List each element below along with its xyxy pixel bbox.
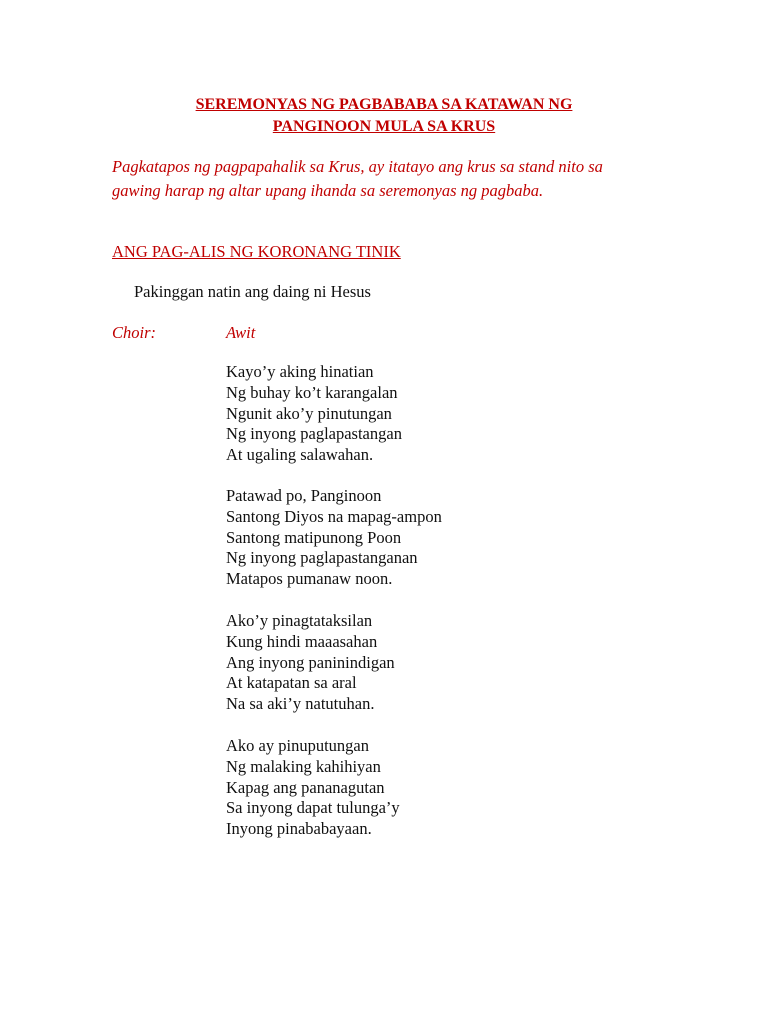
stanza-line: At katapatan sa aral <box>226 673 357 693</box>
stanza-line: Matapos pumanaw noon. <box>226 569 393 589</box>
section-heading: ANG PAG-ALIS NG KORONANG TINIK <box>112 242 401 261</box>
stanza-line: Patawad po, Panginoon <box>226 486 382 505</box>
stanza-line: Ng buhay ko’t karangalan <box>226 382 398 402</box>
stanza-line: Santong Diyos na mapag-ampon <box>226 506 442 526</box>
stanza-line: Kapag ang pananagutan <box>226 777 385 797</box>
stanza-line: Ng malaking kahihiyan <box>226 756 381 776</box>
title-line-1: SEREMONYAS NG PAGBABABA SA KATAWAN NG <box>195 96 573 113</box>
title-line-2: PANGINOON MULA SA KRUS <box>272 118 496 135</box>
instruction-text: Pakinggan natin ang daing ni Hesus <box>134 282 371 301</box>
stanza-3 <box>226 611 395 715</box>
stanza-4 <box>226 736 400 840</box>
intro-line-1: Pagkatapos ng pagpapahalik sa Krus, ay itatayo ang krus sa stand nito sa <box>112 157 603 176</box>
stanza-line: Inyong pinababayaan. <box>226 819 372 839</box>
stanza-line: Ako ay pinuputungan <box>226 736 369 755</box>
choir-label: Choir: <box>112 323 157 342</box>
stanza-line: Ngunit ako’y pinutungan <box>226 403 392 423</box>
choir-song-type: Awit <box>226 323 256 342</box>
intro-paragraph <box>112 155 660 203</box>
stanza-line: Na sa aki’y natutuhan. <box>226 694 375 714</box>
intro-line-2: gawing harap ng altar upang ihanda sa seremonyas ng pagbaba. <box>112 181 544 200</box>
stanza-line: Kayo’y aking hinatian <box>226 362 374 381</box>
stanza-line: Ang inyong paninindigan <box>226 652 395 672</box>
stanza-line: Ng inyong paglapastanganan <box>226 548 418 568</box>
stanza-line: Kung hindi maaasahan <box>226 631 378 651</box>
stanza-line: At ugaling salawahan. <box>226 445 374 465</box>
stanza-line: Sa inyong dapat tulunga’y <box>226 798 400 818</box>
stanza-line: Ng inyong paglapastangan <box>226 424 402 444</box>
stanza-line: Ako’y pinagtataksilan <box>226 611 373 630</box>
stanza-line: Santong matipunong Poon <box>226 527 402 547</box>
document-title <box>0 94 768 138</box>
stanza-2 <box>226 486 442 590</box>
stanza-1 <box>226 362 402 466</box>
